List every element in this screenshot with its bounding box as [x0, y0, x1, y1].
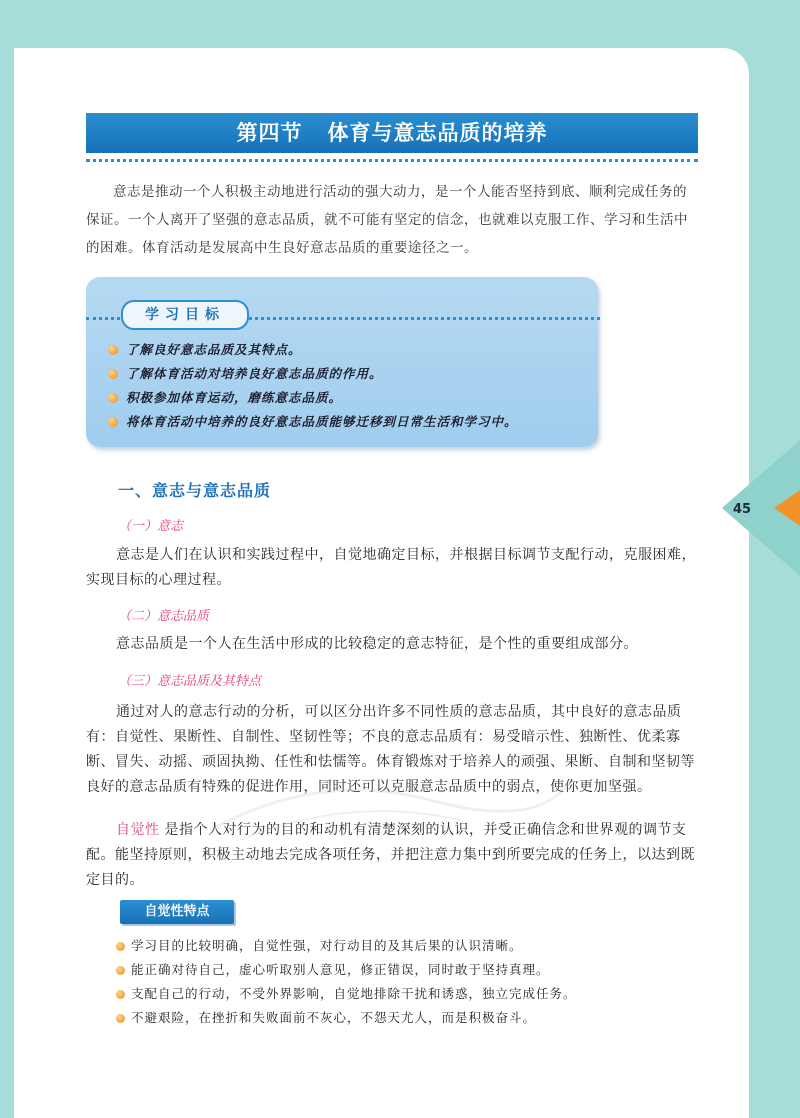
- goal-text: 将体育活动中培养的良好意志品质能够迁移到日常生活和学习中。: [126, 414, 518, 429]
- orange-bullet-icon: [116, 966, 125, 975]
- goal-item: [108, 362, 598, 386]
- learning-goals-label: 学习目标: [121, 300, 249, 330]
- goal-text: 积极参加体育运动，磨练意志品质。: [126, 390, 343, 405]
- paragraph-will-quality: 意志品质是一个人在生活中形成的比较稳定的意志特征，是个性的重要组成部分。: [116, 636, 638, 652]
- orange-bullet-icon: [108, 393, 118, 403]
- paragraph-quality-traits: 通过对人的意志行动的分析，可以区分出许多不同性质的意志品质，其中良好的意志品质有：自觉性、果断性、自制性、坚韧性等；不良的意志品质有：易受暗示性、独断性、优柔寡断、冒失、动摇、顽固执拗、任性和怯懦等。体育锻炼对于培养人的顽强、果断、自制和坚韧等良好的意志品质有特殊的促进作用，同时还可以克服意志品质中的弱点，使你更加坚强。: [86, 704, 695, 795]
- goal-item: [108, 410, 598, 434]
- section-heading: 一、意志与意志品质: [118, 481, 272, 500]
- trait-text: 能正确对待自己，虚心听取别人意见，修正错误，同时敢于坚持真理。: [131, 962, 550, 977]
- subheading-quality-traits: （三）意志品质及其特点: [118, 674, 262, 689]
- orange-bullet-icon: [108, 345, 118, 355]
- goal-item: [108, 386, 598, 410]
- intro-paragraph: 意志是推动一个人积极主动地进行活动的强大动力，是一个人能否坚持到底、顺利完成任务的保证。一个人离开了坚强的意志品质，就不可能有坚定的信念，也就难以克服工作、学习和生活中的困难。体育活动是发展高中生良好意志品质的重要途径之一。: [86, 184, 688, 256]
- paragraph-will: 意志是人们在认识和实践过程中，自觉地确定目标，并根据目标调节支配行动，克服困难，实现目标的心理过程。: [86, 547, 696, 588]
- subheading-will-quality: （二）意志品质: [118, 609, 210, 624]
- orange-bullet-icon: [116, 990, 125, 999]
- trait-item: [116, 982, 577, 1006]
- orange-bullet-icon: [116, 1014, 125, 1023]
- trait-item: [116, 1006, 577, 1030]
- goal-text: 了解体育活动对培养良好意志品质的作用。: [126, 366, 383, 381]
- title-dotted-rule: [86, 159, 698, 162]
- trait-text: 学习目的比较明确，自觉性强，对行动目的及其后果的认识清晰。: [131, 938, 523, 953]
- subheading-will: （一）意志: [118, 519, 184, 534]
- term-consciousness: 自觉性: [116, 822, 160, 838]
- trait-text: 不避艰险，在挫折和失败面前不灰心，不怨天尤人，而是积极奋斗。: [131, 1010, 537, 1025]
- learning-goals-list: [108, 338, 598, 434]
- section-title: 第四节 体育与意志品质的培养: [86, 113, 698, 153]
- consciousness-definition: 是指个人对行为的目的和动机有清楚深刻的认识，并受正确信念和世界观的调节支配。能坚持原则，积极主动地去完成各项任务，并把注意力集中到所要完成的任务上，以达到既定目的。: [86, 822, 695, 888]
- orange-bullet-icon: [116, 942, 125, 951]
- trait-text: 支配自己的行动，不受外界影响，自觉地排除干扰和诱惑，独立完成任务。: [131, 986, 577, 1001]
- traits-list: [116, 934, 577, 1030]
- page-number: 45: [733, 502, 752, 517]
- traits-header: 自觉性特点: [120, 900, 234, 924]
- orange-bullet-icon: [108, 369, 118, 379]
- decorative-watermark: [200, 760, 580, 850]
- trait-item: [116, 958, 577, 982]
- goal-text: 了解良好意志品质及其特点。: [126, 342, 302, 357]
- orange-bullet-icon: [108, 417, 118, 427]
- trait-item: [116, 934, 577, 958]
- goal-item: [108, 338, 598, 362]
